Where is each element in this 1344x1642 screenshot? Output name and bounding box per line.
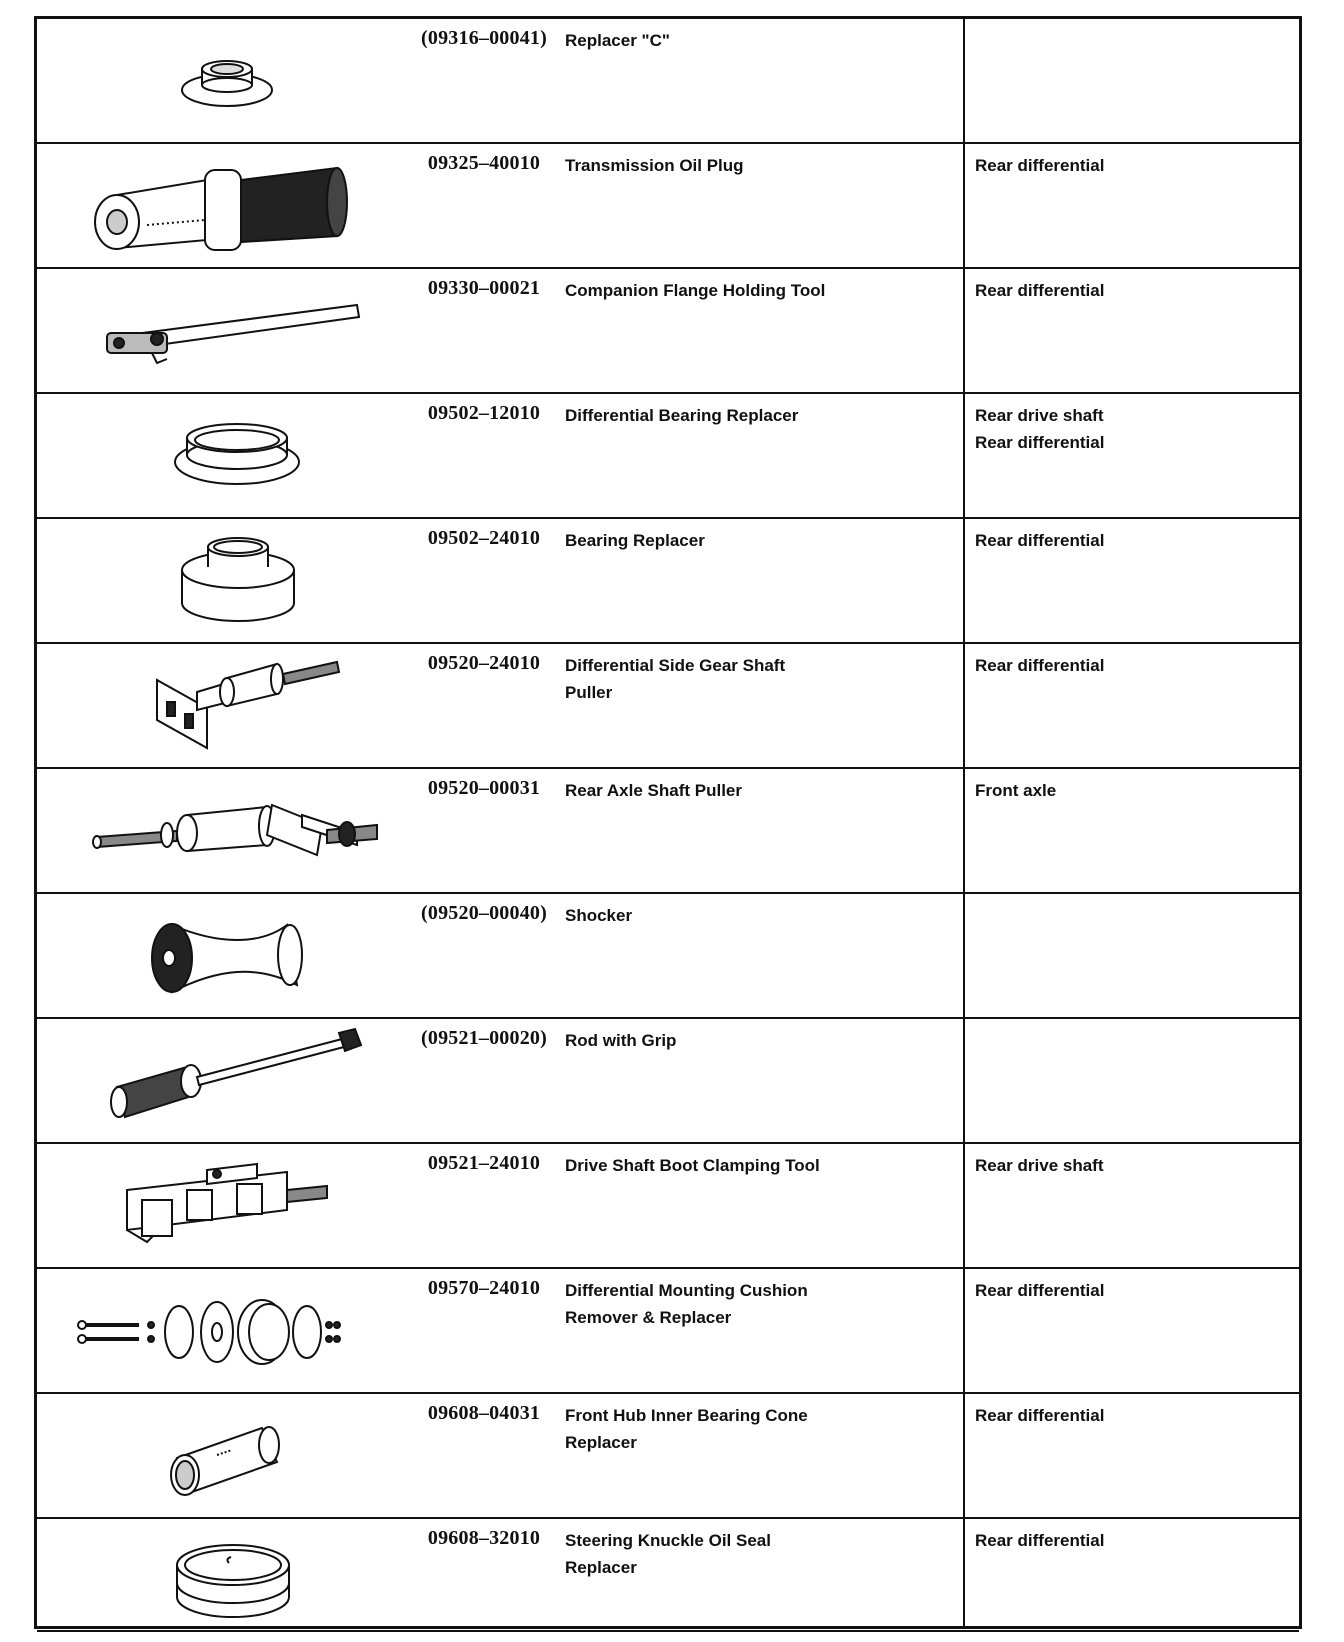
part-number: (09316–00041) xyxy=(421,27,547,49)
tool-use: Rear differential xyxy=(975,656,1105,675)
tool-name: Companion Flange Holding Tool xyxy=(565,281,826,300)
tool-name: Drive Shaft Boot Clamping Tool xyxy=(565,1156,820,1175)
table-row xyxy=(37,1144,1299,1269)
axle-shaft-puller-icon xyxy=(57,775,397,887)
rod-with-grip-icon xyxy=(57,1025,397,1137)
tool-name: Differential Side Gear Shaft Puller xyxy=(565,656,786,702)
tool-name: Differential Mounting Cushion Remover & Replacer xyxy=(565,1281,808,1327)
side-gear-puller-icon xyxy=(57,650,397,762)
part-number: 09330–00021 xyxy=(427,277,541,299)
part-number: 09570–24010 xyxy=(427,1277,541,1299)
table-row xyxy=(37,1519,1299,1632)
table-row xyxy=(37,1394,1299,1519)
tool-name: Bearing Replacer xyxy=(565,531,705,550)
table-row xyxy=(37,894,1299,1019)
oil-plug-icon xyxy=(57,150,397,262)
table-row xyxy=(37,144,1299,269)
special-tools-table xyxy=(34,16,1302,1629)
table-row xyxy=(37,1019,1299,1144)
part-number: 09325–40010 xyxy=(427,152,541,174)
bearing-replacer-ring-icon xyxy=(57,400,397,512)
part-number: 09502–12010 xyxy=(427,402,541,424)
replacer-c-icon xyxy=(57,25,397,137)
tool-use: Front axle xyxy=(975,781,1057,800)
tool-name: Differential Bearing Replacer xyxy=(565,406,799,425)
table-row xyxy=(37,19,1299,144)
tool-name: Steering Knuckle Oil Seal Replacer xyxy=(565,1531,771,1577)
bearing-cone-replacer-icon xyxy=(57,1400,397,1512)
part-number: (09520–00040) xyxy=(421,902,547,924)
table-row xyxy=(37,1269,1299,1394)
tool-use: Rear differential xyxy=(975,531,1105,550)
tool-use: Rear differential xyxy=(975,1406,1105,1425)
part-number: 09608–32010 xyxy=(427,1527,541,1549)
cushion-remover-set-icon xyxy=(57,1275,397,1387)
shocker-icon xyxy=(57,900,397,1012)
table-row xyxy=(37,769,1299,894)
table-row xyxy=(37,519,1299,644)
tool-name: Replacer "C" xyxy=(565,31,670,50)
part-number: 09521–24010 xyxy=(427,1152,541,1174)
boot-clamping-tool-icon xyxy=(57,1150,397,1262)
flange-holding-tool-icon xyxy=(57,275,397,387)
bearing-replacer-icon xyxy=(57,525,397,637)
tool-use: Rear differential xyxy=(975,1281,1105,1300)
table-row xyxy=(37,269,1299,394)
part-number: 09608–04031 xyxy=(427,1402,541,1424)
tool-use: Rear drive shaft Rear differential xyxy=(975,406,1105,452)
part-number: (09521–00020) xyxy=(421,1027,547,1049)
table-row xyxy=(37,394,1299,519)
tool-use: Rear drive shaft xyxy=(975,1156,1104,1175)
column-divider xyxy=(963,19,965,1626)
tool-name: Transmission Oil Plug xyxy=(565,156,744,175)
table-row xyxy=(37,644,1299,769)
tool-use: Rear differential xyxy=(975,156,1105,175)
tool-name: Front Hub Inner Bearing Cone Replacer xyxy=(565,1406,808,1452)
tool-name: Shocker xyxy=(565,906,633,925)
tool-name: Rod with Grip xyxy=(565,1031,677,1050)
part-number: 09502–24010 xyxy=(427,527,541,549)
tool-use: Rear differential xyxy=(975,1531,1105,1550)
tool-name: Rear Axle Shaft Puller xyxy=(565,781,742,800)
part-number: 09520–24010 xyxy=(427,652,541,674)
oil-seal-replacer-icon xyxy=(57,1525,397,1637)
tool-use: Rear differential xyxy=(975,281,1105,300)
part-number: 09520–00031 xyxy=(427,777,541,799)
